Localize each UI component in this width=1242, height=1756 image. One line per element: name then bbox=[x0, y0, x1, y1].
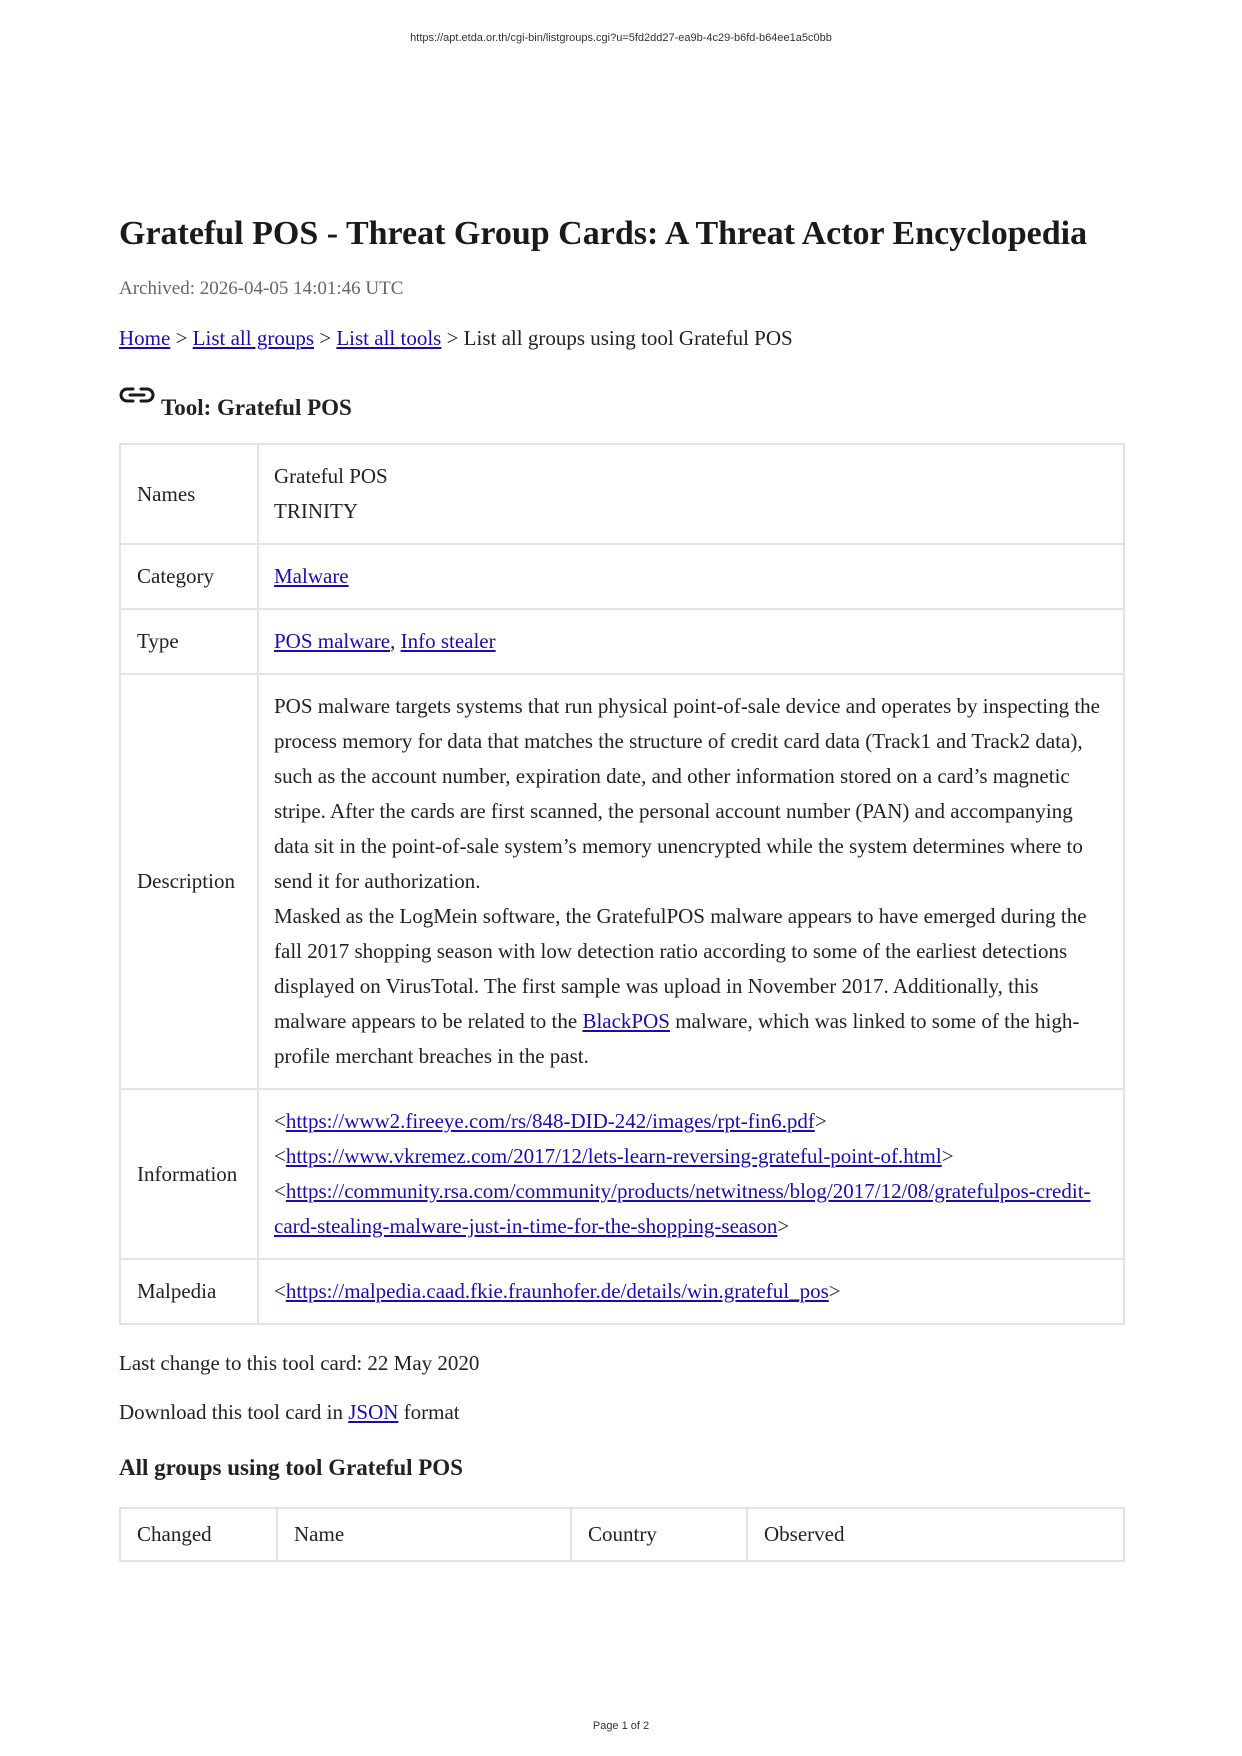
breadcrumb-list-groups-link[interactable]: List all groups bbox=[192, 326, 314, 350]
information-link[interactable]: https://community.rsa.com/community/products/netwitness/blog/2017/12/08/gratefulpos-credit-card-stealing-malware-just-in-time-for-the-shopping-season bbox=[274, 1179, 1091, 1238]
breadcrumb-home-link[interactable]: Home bbox=[119, 326, 171, 350]
blackpos-link[interactable]: BlackPOS bbox=[582, 1009, 670, 1033]
name-value: Grateful POS bbox=[274, 464, 388, 488]
bracket: > bbox=[941, 1144, 954, 1168]
tool-row-type bbox=[120, 609, 1124, 674]
tool-heading-text: Tool: Grateful POS bbox=[161, 395, 352, 420]
row-label: Malpedia bbox=[120, 1259, 258, 1324]
main-content bbox=[119, 212, 1125, 1562]
information-value bbox=[258, 1089, 1124, 1259]
page-number: Page 1 of 2 bbox=[592, 1720, 650, 1732]
breadcrumb-current: > List all groups using tool Grateful POS bbox=[441, 326, 793, 350]
bracket: < bbox=[274, 1144, 286, 1168]
type-separator: , bbox=[390, 629, 401, 653]
print-header-url: https://apt.etda.or.th/cgi-bin/listgroups.cgi?u=5fd2dd27-ea9b-4c29-b6fd-b64ee1a5c0bb bbox=[410, 32, 832, 44]
groups-header-row bbox=[120, 1508, 1124, 1561]
download-text: Download this tool card in bbox=[119, 1400, 349, 1424]
description-text: Masked as the LogMein software, the GratefulPOS malware appears to have emerged during the fall 2017 shopping season with low detection ratio according to some of the earliest detections displayed on VirusTotal. The first sample was upload in November 2017. Additionally, this malware appears to be related to the bbox=[274, 904, 1087, 1033]
tool-row-information bbox=[120, 1089, 1124, 1259]
row-label: Type bbox=[120, 609, 258, 674]
tool-row-description bbox=[120, 674, 1124, 1089]
type-info-stealer-link[interactable]: Info stealer bbox=[400, 629, 496, 653]
json-download-link[interactable]: JSON bbox=[348, 1400, 399, 1424]
download-text: format bbox=[398, 1400, 460, 1424]
tool-card-table bbox=[119, 443, 1125, 1325]
bracket: > bbox=[814, 1109, 827, 1133]
description-paragraph bbox=[274, 899, 1107, 1074]
breadcrumb-separator: > bbox=[170, 326, 193, 350]
groups-table bbox=[119, 1507, 1125, 1562]
type-pos-malware-link[interactable]: POS malware bbox=[274, 629, 391, 653]
bracket: < bbox=[274, 1109, 286, 1133]
groups-heading: All groups using tool Grateful POS bbox=[119, 1455, 463, 1480]
breadcrumb-separator: > bbox=[314, 326, 337, 350]
breadcrumb-list-tools-link[interactable]: List all tools bbox=[336, 326, 442, 350]
malpedia-value bbox=[258, 1259, 1124, 1324]
link-icon bbox=[119, 383, 155, 407]
tool-heading bbox=[119, 383, 1125, 423]
tool-row-names bbox=[120, 444, 1124, 544]
bracket: > bbox=[828, 1279, 841, 1303]
tool-row-category bbox=[120, 544, 1124, 609]
row-label: Information bbox=[120, 1089, 258, 1259]
category-value bbox=[258, 544, 1124, 609]
bracket: < bbox=[274, 1279, 286, 1303]
description-paragraph: POS malware targets systems that run physical point-of-sale device and operates by inspecting the process memory for data that matches the structure of credit card data (Track1 and Track2 data), such as the account number, expiration date, and other information stored on a card’s magnetic stripe. After the cards are first scanned, the personal account number (PAN) and accompanying data sit in the point-of-sale system’s memory unencrypted while the system determines where to send it for authorization. bbox=[274, 694, 1100, 893]
column-header-name[interactable]: Name bbox=[277, 1508, 571, 1561]
information-entry bbox=[274, 1139, 1107, 1174]
download-line bbox=[119, 1400, 1125, 1425]
column-header-changed[interactable]: Changed bbox=[120, 1508, 277, 1561]
description-value bbox=[258, 674, 1124, 1089]
information-entry bbox=[274, 1104, 1107, 1139]
tool-row-malpedia bbox=[120, 1259, 1124, 1324]
bracket: > bbox=[777, 1214, 790, 1238]
row-label: Names bbox=[120, 444, 258, 544]
malpedia-link[interactable]: https://malpedia.caad.fkie.fraunhofer.de/details/win.grateful_pos bbox=[285, 1279, 829, 1303]
information-link[interactable]: https://www.vkremez.com/2017/12/lets-learn-reversing-grateful-point-of.html bbox=[285, 1144, 942, 1168]
row-label: Description bbox=[120, 674, 258, 1089]
column-header-observed[interactable]: Observed bbox=[747, 1508, 1124, 1561]
information-entry bbox=[274, 1174, 1107, 1244]
name-value: TRINITY bbox=[274, 499, 358, 523]
bracket: < bbox=[274, 1179, 286, 1203]
breadcrumb bbox=[119, 326, 1125, 351]
page-title: Grateful POS - Threat Group Cards: A Threat Actor Encyclopedia bbox=[119, 215, 1088, 252]
names-values bbox=[258, 444, 1124, 544]
row-label: Category bbox=[120, 544, 258, 609]
description-text: malware, which was linked to some of the high-profile merchant breaches in the past. bbox=[274, 1009, 1080, 1068]
type-value bbox=[258, 609, 1124, 674]
last-change-text: Last change to this tool card: 22 May 2020 bbox=[119, 1351, 480, 1375]
information-link[interactable]: https://www2.fireeye.com/rs/848-DID-242/images/rpt-fin6.pdf bbox=[285, 1109, 815, 1133]
archived-timestamp: Archived: 2026-04-05 14:01:46 UTC bbox=[119, 278, 404, 299]
column-header-country[interactable]: Country bbox=[571, 1508, 747, 1561]
category-malware-link[interactable]: Malware bbox=[274, 564, 349, 588]
